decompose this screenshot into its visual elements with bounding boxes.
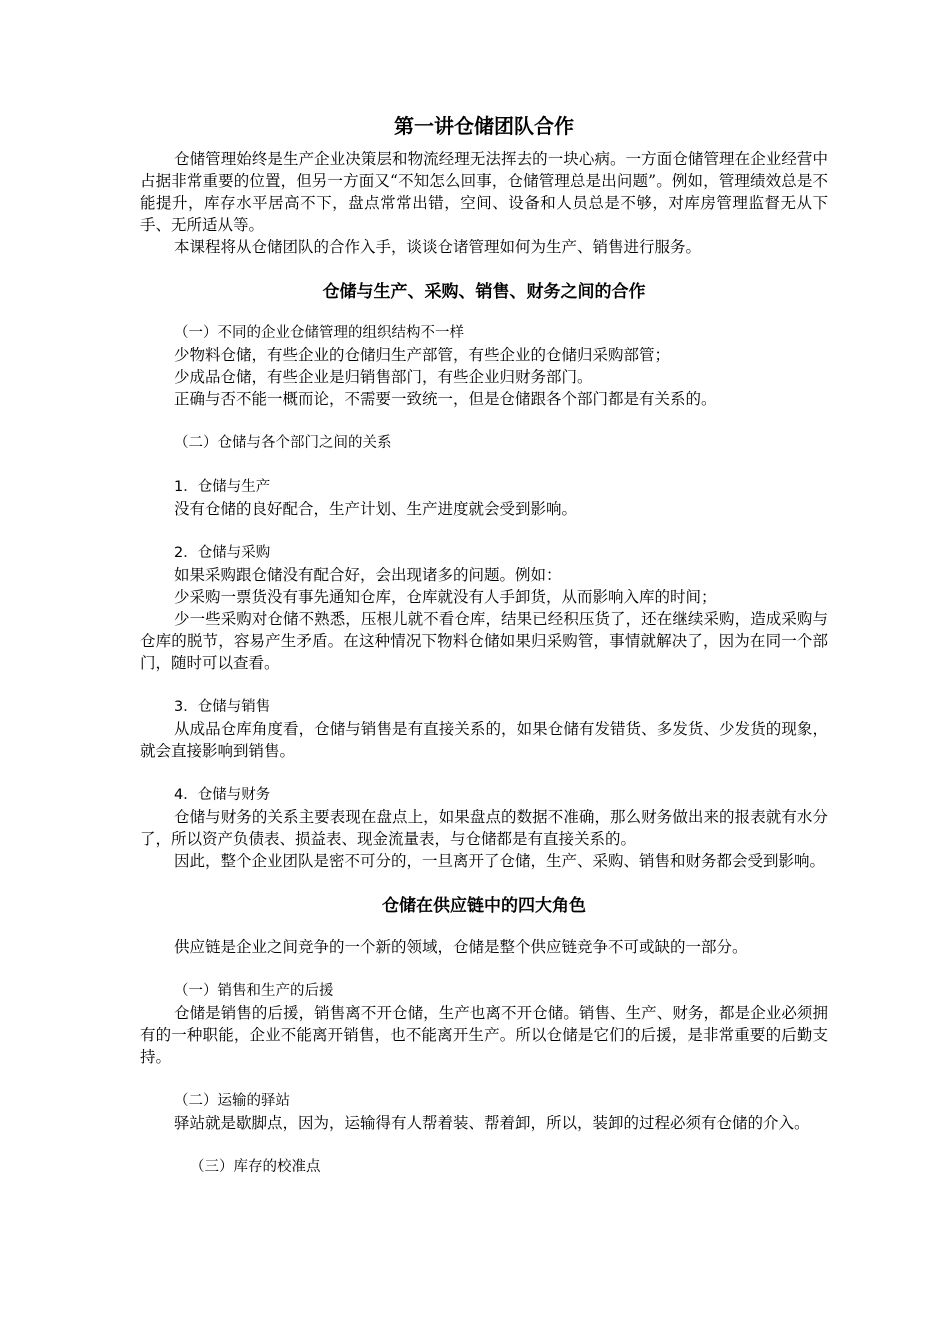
intro-paragraph-2: 本课程将从仓储团队的合作入手，谈谈仓诸管理如何为生产、销售进行服务。	[174, 238, 702, 256]
production-text: 没有仓储的良好配合，生产计划、生产进度就会受到影响。	[174, 500, 578, 518]
subheading-org-structure: （一）不同的企业仓储管理的组织结构不一样	[174, 325, 464, 341]
role-heading-support: （一）销售和生产的后援	[174, 983, 334, 999]
page-title: 第一讲仓储团队合作	[394, 114, 574, 138]
item-heading-finance: 4．仓储与财务	[174, 787, 271, 803]
purchasing-text-1: 如果采购跟仓储没有配合好，会出现诸多的问题。例如：	[174, 566, 562, 584]
org-line-material: 少物料仓储，有些企业的仓储归生产部管，有些企业的仓储归采购部管；	[174, 346, 671, 364]
org-line-product: 少成品仓储，有些企业是归销售部门，有些企业归财务部门。	[174, 368, 593, 386]
finance-text-2: 因此，整个企业团队是密不可分的，一旦离开了仓储，生产、采购、销售和财务都会受到影响。	[174, 852, 826, 870]
role-text-support: 仓储是销售的后援，销售离不开仓储，生产也离不开仓储。销售、生产、财务，都是企业必须拥有的一种职能，企业不能离开销售，也不能离开生产。所以仓储是它们的后援，是非常重要的后勤支持。	[140, 1004, 828, 1066]
purchasing-text-3: 少一些采购对仓储不熟悉，压根儿就不看仓库，结果已经积压货了，还在继续采购，造成采购与仓库的脱节，容易产生矛盾。在这种情况下物料仓储如果归采购管，事情就解决了，因为在同一个部门，随时可以查看。	[140, 610, 828, 672]
item-heading-purchasing: 2．仓储与采购	[174, 545, 271, 561]
section-heading-cooperation: 仓储与生产、采购、销售、财务之间的合作	[322, 282, 646, 302]
role-heading-calibration: （三）库存的校准点	[190, 1159, 321, 1175]
sales-text: 从成品仓库角度看，仓储与销售是有直接关系的，如果仓储有发错货、多发货、少发货的现象，就会直接影响到销售。	[140, 720, 828, 760]
document-body	[140, 104, 828, 1178]
role-heading-station: （二）运输的驿站	[174, 1093, 290, 1109]
four-roles-intro: 供应链是企业之间竞争的一个新的领域，仓储是整个供应链竞争不可或缺的一部分。	[174, 938, 748, 956]
org-line-conclusion: 正确与否不能一概而论，不需要一致统一，但是仓储跟各个部门都是有关系的。	[174, 390, 717, 408]
item-heading-production: 1．仓储与生产	[174, 479, 271, 495]
finance-text-1: 仓储与财务的关系主要表现在盘点上，如果盘点的数据不准确，那么财务做出来的报表就有水分了，所以资产负债表、损益表、现金流量表，与仓储都是有直接关系的。	[140, 808, 828, 848]
item-heading-sales: 3．仓储与销售	[174, 699, 271, 715]
role-text-station: 驿站就是歇脚点，因为，运输得有人帮着装、帮着卸，所以，装卸的过程必须有仓储的介入。	[174, 1114, 810, 1132]
purchasing-text-2: 少采购一票货没有事先通知仓库，仓库就没有人手卸货，从而影响入库的时间；	[174, 588, 717, 606]
section-heading-four-roles: 仓储在供应链中的四大角色	[382, 896, 586, 916]
subheading-department-relations: （二）仓储与各个部门之间的关系	[174, 435, 392, 451]
intro-paragraph-1: 仓储管理始终是生产企业决策层和物流经理无法挥去的一块心病。一方面仓储管理在企业经营中占据非常重要的位置，但另一方面又“不知怎么回事，仓储管理总是出问题”。例如，管理绩效总是不能提升，库存水平居高不下，盘点常常出错，空间、设备和人员总是不够，对库房管理监督无从下手、无所适从等。	[140, 150, 828, 234]
